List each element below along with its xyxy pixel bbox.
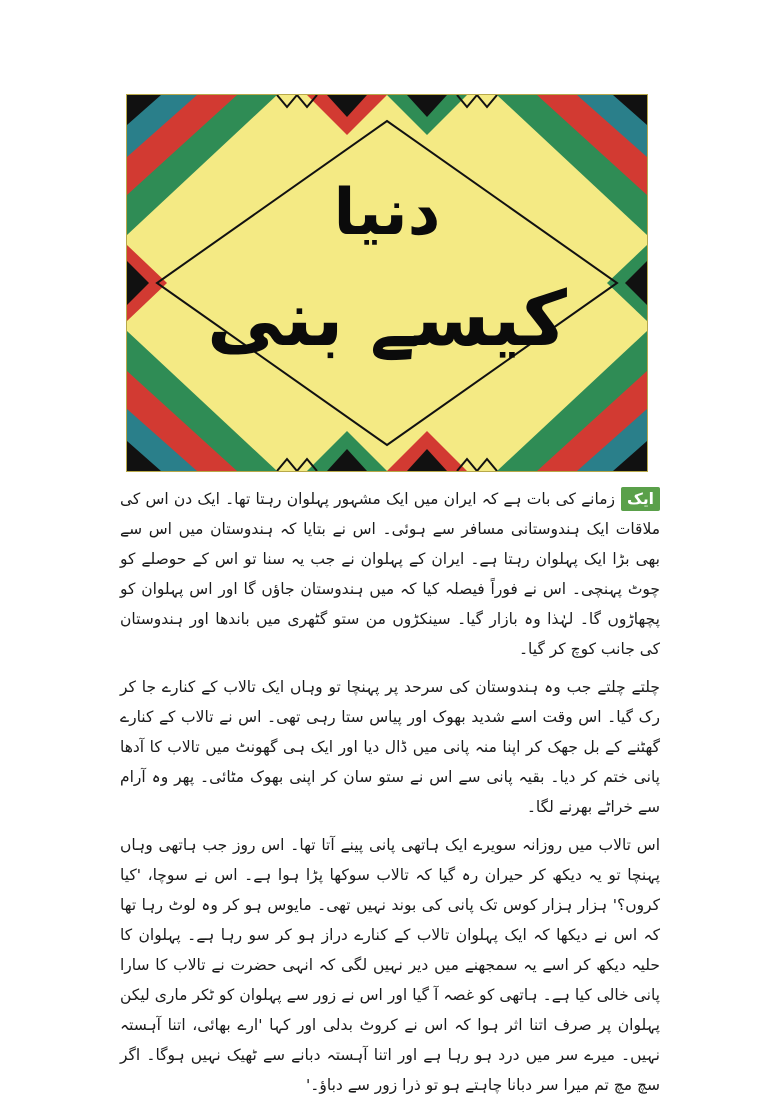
article-body	[120, 484, 660, 1100]
title-line-2: کیسے بنی	[207, 274, 567, 363]
paragraph-1-text: زمانے کی بات ہے کہ ایران میں ایک مشہور پہلوان رہتا تھا۔ ایک دن اس کی ملاقات ایک ہندوستانی مسافر سے ہوئی۔ اس نے بتایا کہ ہندوستان میں اس سے بھی بڑا ایک پہلوان رہتا ہے۔ ایران کے پہلوان نے جب یہ سنا تو اس کے حوصلے کو چوٹ پہنچی۔ اس نے فوراً فیصلہ کیا کہ میں ہندوستان جاؤں گا اور اس پہلوان کو پچھاڑوں گا۔ لہٰذا وہ بازار گیا۔ سینکڑوں من ستو گٹھری میں باندھا اور ہندوستان کی جانب کوچ کر گیا۔	[120, 490, 660, 658]
paragraph-2	[120, 672, 660, 822]
paragraph-3-text: اس تالاب میں روزانہ سویرے ایک ہاتھی پانی پینے آتا تھا۔ اس روز جب ہاتھی وہاں پہنچا تو یہ دیکھ کر حیران رہ گیا کہ تالاب سوکھا پڑا ہوا ہے۔ اس نے سوچا، 'کیا کروں؟' ہزار ہزار کوس تک پانی کی بوند نہیں تھی۔ مایوس ہو کر وہ لوٹ رہا تھا کہ اس نے دیکھا کہ ایک پہلوان تالاب کے کنارے دراز ہو کر سو رہا ہے۔ پہلوان کا حلیہ دیکھ کر اسے یہ سمجھنے میں دیر نہیں لگی کہ انہی حضرت نے تالاب کا سارا پانی خالی کیا ہے۔ ہاتھی کو غصہ آ گیا اور اس نے زور سے پہلوان کو ٹکر ماری لیکن پہلوان پر صرف اتنا اثر ہوا کہ اس نے کروٹ بدلی اور کہا 'ارے بھائی، اتنا آہستہ نہیں۔ میرے سر میں درد ہو رہا ہے اور اتنا آہستہ دبانے سے ٹھیک نہیں ہوگا۔ اگر سچ مچ تم میرا سر دبانا چاہتے ہو تو ذرا زور سے دباؤ۔'	[120, 836, 660, 1094]
title-line-1: دنیا	[333, 176, 441, 250]
paragraph-3	[120, 830, 660, 1100]
paragraph-2-text: چلتے چلتے جب وہ ہندوستان کی سرحد پر پہنچا تو وہاں ایک تالاب کے کنارے جا کر رک گیا۔ اس وقت اسے شدید بھوک اور پیاس ستا رہی تھی۔ اس نے تالاب کے کنارے گھٹنے کے بل جھک کر اپنا منہ پانی میں ڈال دیا اور ایک ہی گھونٹ میں تالاب کا آدھا پانی ختم کر دیا۔ بقیہ پانی سے اس نے ستو سان کر اپنی بھوک مٹائی۔ پھر وہ آرام سے خراٹے بھرنے لگا۔	[120, 678, 660, 816]
paragraph-1	[120, 484, 660, 664]
lead-word-badge: ایک	[621, 487, 660, 511]
title-banner	[126, 94, 648, 472]
